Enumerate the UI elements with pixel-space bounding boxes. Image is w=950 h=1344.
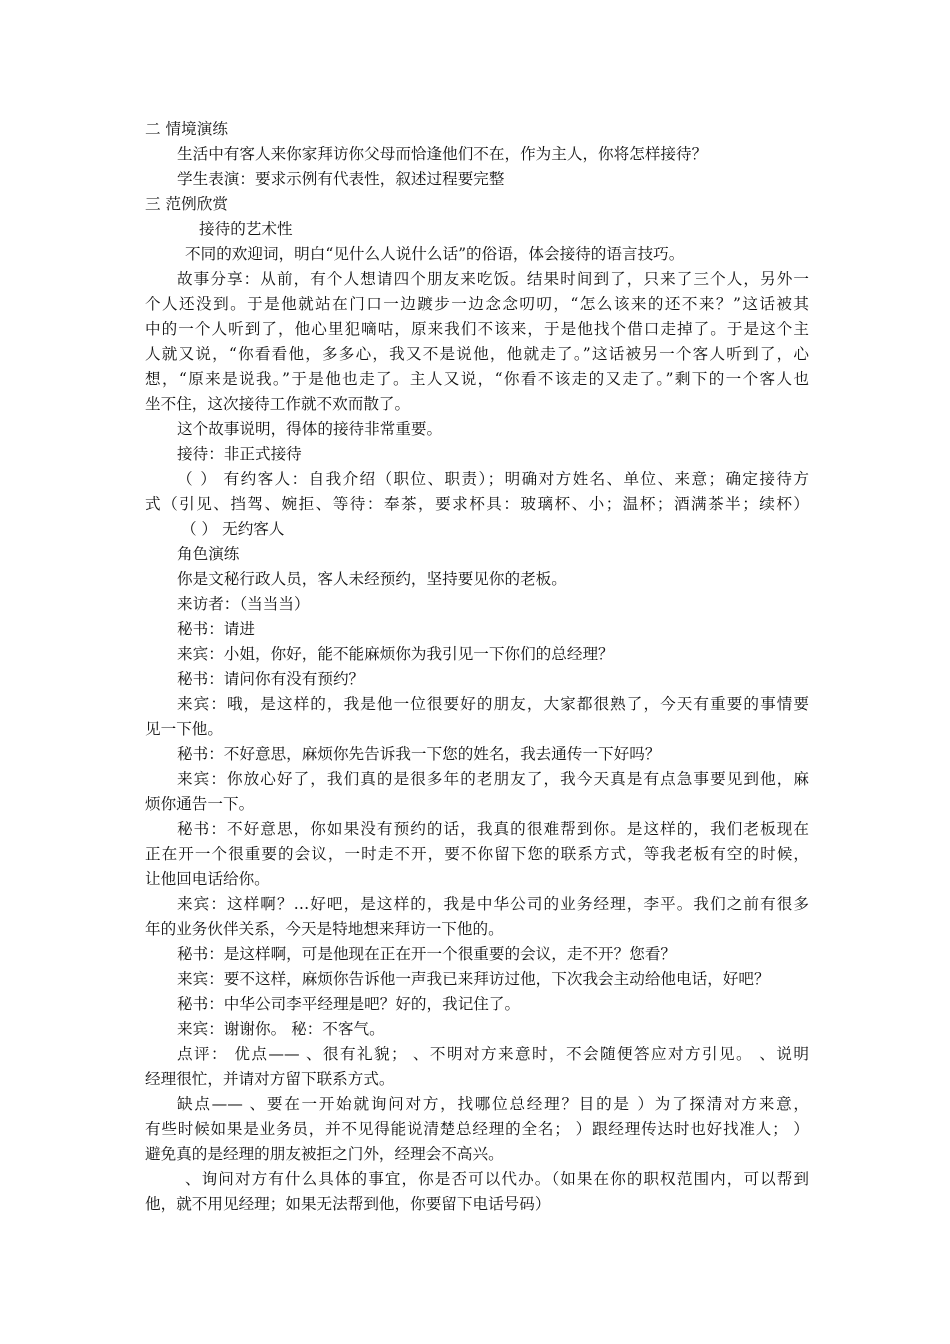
text-line: 想，“原来是说我。”于是他也走了。主人又说，“你看不该走的又走了。”剩下的一个客人也: [145, 370, 809, 388]
text-line: 学生表演：要求示例有代表性，叙述过程要完整: [177, 170, 505, 188]
text-line: 接待：非正式接待: [177, 445, 302, 463]
text-line: 中的一个人听到了，他心里犯嘀咕，原来我们不该来，于是他找个借口走掉了。于是这个主: [145, 320, 809, 338]
text-line: （ ） 无约客人: [181, 520, 285, 538]
text-line: 生活中有客人来你家拜访你父母而恰逢他们不在，作为主人，你将怎样接待？: [177, 145, 708, 163]
text-line: （ ） 有约客人：自我介绍（职位、职责）；明确对方姓名、单位、来意；确定接待方: [177, 470, 809, 488]
text-line: 来宾：小姐，你好，能不能麻烦你为我引见一下你们的总经理？: [177, 645, 614, 663]
text-line: 接待的艺术性: [199, 220, 293, 238]
text-line: 避免真的是经理的朋友被拒之门外，经理会不高兴。: [145, 1145, 504, 1163]
text-line: 式（引见、挡驾、婉拒、等待：奉茶，要求杯具：玻璃杯、小；温杯；酒满茶半；续杯）: [145, 495, 809, 513]
text-line: 秘书：请问你有没有预约？: [177, 670, 365, 688]
text-line: 缺点—— 、要在一开始就询问对方，找哪位总经理？目的是 ）为了探清对方来意，: [177, 1095, 809, 1113]
text-line: 来宾：谢谢你。 秘：不客气。: [177, 1020, 385, 1038]
text-line: 坐不住，这次接待工作就不欢而散了。: [145, 395, 411, 413]
text-line: 年的业务伙伴关系，今天是特地想来拜访一下他的。: [145, 920, 504, 938]
text-line: 秘书：请进: [177, 620, 255, 638]
text-line: 来宾：哦，是这样的，我是他一位很要好的朋友，大家都很熟了，今天有重要的事情要: [177, 695, 809, 713]
text-line: 、询问对方有什么具体的事宜，你是否可以代办。（如果在你的职权范围内，可以帮到: [185, 1170, 809, 1188]
text-line: 来宾：要不这样，麻烦你告诉他一声我已来拜访过他，下次我会主动给他电话，好吧？: [177, 970, 770, 988]
text-line: 见一下他。: [145, 720, 223, 738]
text-line: 三 范例欣赏: [145, 195, 228, 213]
text-line: 让他回电话给你。: [145, 870, 270, 888]
text-line: 角色演练: [177, 545, 240, 563]
text-line: 烦你通告一下。: [145, 795, 255, 813]
text-line: 你是文秘行政人员，客人未经预约，坚持要见你的老板。: [177, 570, 567, 588]
text-line: 正在开一个很重要的会议，一时走不开，要不你留下您的联系方式，等我老板有空的时候，: [145, 845, 809, 863]
text-line: 来宾：你放心好了，我们真的是很多年的老朋友了，我今天真是有点急事要见到他，麻: [177, 770, 809, 788]
text-line: 这个故事说明，得体的接待非常重要。: [177, 420, 443, 438]
text-line: 二 情境演练: [145, 120, 228, 138]
text-line: 他，就不用见经理；如果无法帮到他，你要留下电话号码）: [145, 1195, 551, 1213]
text-line: 人就又说，“你看看他，多多心，我又不是说他，他就走了。”这话被另一个客人听到了，心: [145, 345, 809, 363]
text-line: 来宾：这样啊？…好吧，是这样的，我是中华公司的业务经理，李平。我们之前有很多: [177, 895, 809, 913]
text-line: 个人还没到。于是他就站在门口一边踱步一边念念叨叨，“怎么该来的还不来？”这话被其: [145, 295, 809, 313]
text-line: 来访者：（当当当）: [177, 595, 310, 613]
text-line: 点评： 优点—— 、很有礼貌； 、不明对方来意时，不会随便答应对方引见。 、说明: [177, 1045, 809, 1063]
text-line: 秘书：不好意思，你如果没有预约的话，我真的很难帮到你。是这样的，我们老板现在: [177, 820, 809, 838]
text-line: 故事分享：从前，有个人想请四个朋友来吃饭。结果时间到了，只来了三个人，另外一: [177, 270, 809, 288]
text-line: 有些时候如果是业务员，并不见得能说清楚总经理的全名； ）跟经理传达时也好找准人； ）: [145, 1120, 809, 1138]
text-line: 秘书：是这样啊，可是他现在正在开一个很重要的会议，走不开？您看？: [177, 945, 677, 963]
text-line: 不同的欢迎词，明白“见什么人说什么话”的俗语，体会接待的语言技巧。: [185, 245, 685, 263]
text-line: 秘书：中华公司李平经理是吧？好的，我记住了。: [177, 995, 521, 1013]
text-line: 经理很忙，并请对方留下联系方式。: [145, 1070, 395, 1088]
document-body: [145, 117, 809, 1217]
text-line: 秘书：不好意思，麻烦你先告诉我一下您的姓名，我去通传一下好吗？: [177, 745, 661, 763]
